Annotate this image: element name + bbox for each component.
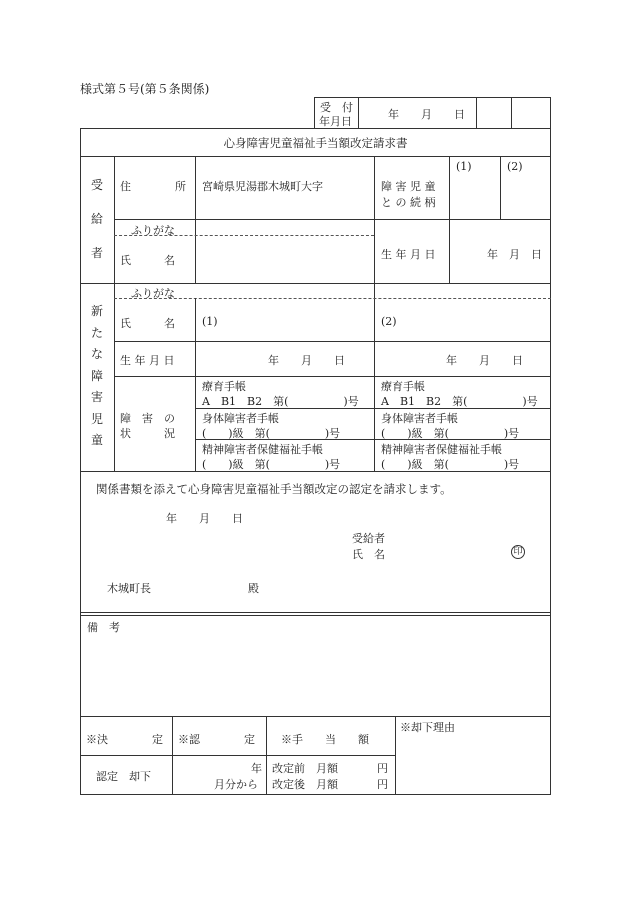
child-birth-label: 生 年 月 日 <box>120 354 175 367</box>
seishin-detail-1: ( )級 第( )号 <box>202 458 341 471</box>
after-yen: 円 <box>377 778 388 791</box>
child-name-label: 氏 名 <box>120 317 175 330</box>
recipient-signature-label: 受給者 <box>352 532 385 545</box>
recipient-birth-value: 年 月 日 <box>487 248 542 261</box>
request-statement: 関係書類を添えて心身障害児童福祉手当額改定の認定を請求します。 <box>96 482 452 496</box>
decision-label: ※決 定 <box>86 733 163 746</box>
remarks-label: 備 考 <box>87 621 120 634</box>
approval-month-from-label: 月分から <box>214 778 258 791</box>
form-title: 心身障害児童福祉手当額改定請求書 <box>223 136 408 150</box>
ryoiku-title-2: 療育手帳 <box>381 380 425 393</box>
before-revision-label: 改定前 月額 <box>272 762 338 775</box>
seishin-title-1: 精神障害者保健福祉手帳 <box>202 443 323 456</box>
recipient-name-label-signature: 氏 名 <box>352 548 385 561</box>
ryoiku-detail-2: A B1 B2 第( )号 <box>381 395 538 408</box>
receipt-label-bottom: 年月日 <box>319 115 352 128</box>
recipient-group-label: 受 給 者 <box>90 178 103 260</box>
decision-options: 認定 却下 <box>96 770 151 783</box>
shintai-detail-1: ( )級 第( )号 <box>202 427 341 440</box>
seishin-title-2: 精神障害者保健福祉手帳 <box>381 443 502 456</box>
shintai-detail-2: ( )級 第( )号 <box>381 427 520 440</box>
relation-column-2: (2) <box>507 160 523 173</box>
child-birth-value-2: 年 月 日 <box>446 354 523 367</box>
rejection-reason-label: ※却下理由 <box>400 721 455 734</box>
seishin-detail-2: ( )級 第( )号 <box>381 458 520 471</box>
relation-label-2: と の 続 柄 <box>381 196 436 209</box>
after-revision-label: 改定後 月額 <box>272 778 338 791</box>
addressee-honorific: 殿 <box>248 582 259 595</box>
child-furigana-label: ふりがな <box>131 287 175 300</box>
receipt-label-top: 受 付 <box>320 101 353 114</box>
request-date: 年 月 日 <box>166 512 243 525</box>
new-child-group-label: 新 た な 障 害 児 童 <box>90 304 103 447</box>
approval-year-label: 年 <box>251 762 262 775</box>
ryoiku-title-1: 療育手帳 <box>202 380 246 393</box>
shintai-title-1: 身体障害者手帳 <box>202 412 279 425</box>
form-number-label: 様式第５号(第５条関係) <box>80 82 210 96</box>
receipt-date: 年 月 日 <box>388 108 465 121</box>
child-birth-value-1: 年 月 日 <box>268 354 345 367</box>
child-name-column-1: (1) <box>202 315 218 328</box>
addressee: 木城町長 <box>107 582 151 595</box>
recipient-birth-label: 生 年 月 日 <box>381 248 436 261</box>
recipient-furigana-label: ふりがな <box>131 224 175 237</box>
disability-label-1: 障 害 の <box>120 412 175 425</box>
approval-label: ※認 定 <box>178 733 255 746</box>
allowance-label: ※手 当 額 <box>281 733 369 746</box>
relation-label-1: 障 害 児 童 <box>381 180 436 193</box>
before-yen: 円 <box>377 762 388 775</box>
relation-column-1: (1) <box>456 160 472 173</box>
ryoiku-detail-1: A B1 B2 第( )号 <box>202 395 359 408</box>
address-value: 宮崎県児湯郡木城町大字 <box>202 180 323 193</box>
disability-label-2: 状 況 <box>120 427 175 440</box>
address-label: 住 所 <box>120 180 186 193</box>
recipient-name-label: 氏 名 <box>120 254 175 267</box>
child-name-column-2: (2) <box>381 315 397 328</box>
seal-mark: 印 <box>511 545 525 559</box>
shintai-title-2: 身体障害者手帳 <box>381 412 458 425</box>
